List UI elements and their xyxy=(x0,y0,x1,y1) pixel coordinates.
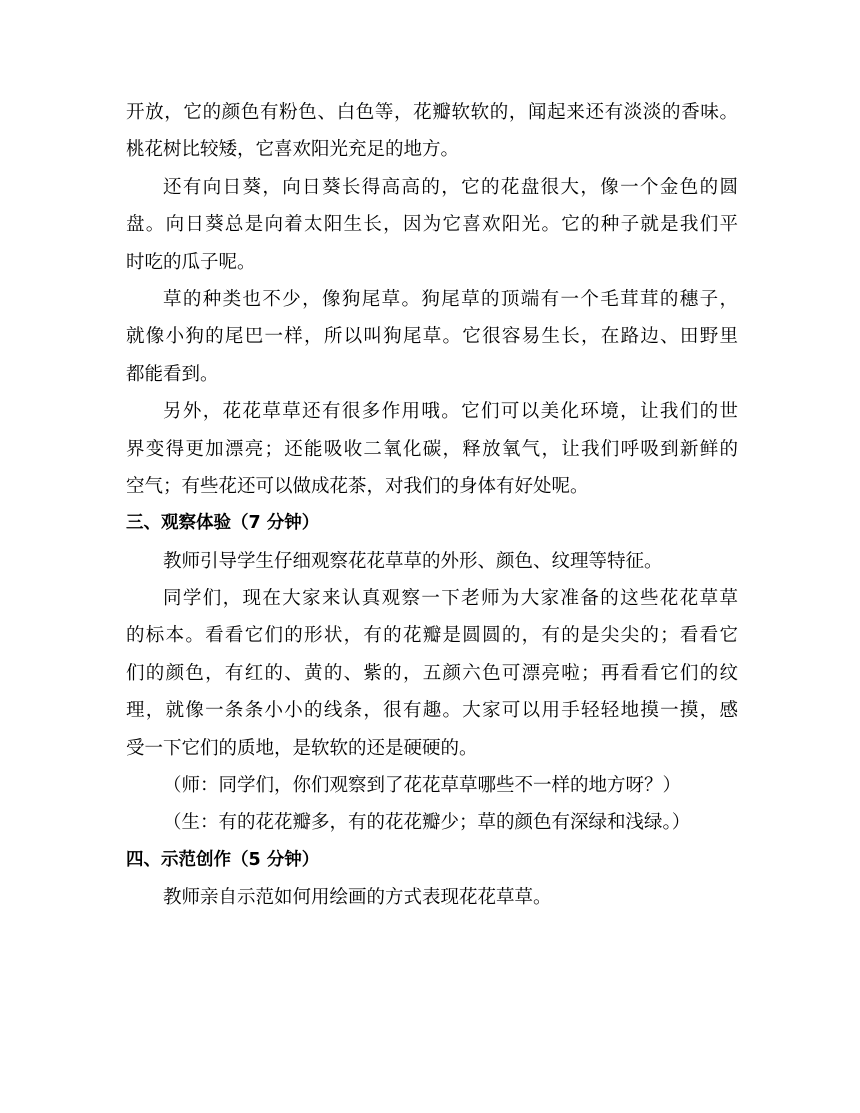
paragraph-demonstration: 教师亲自示范如何用绘画的方式表现花花草草。 xyxy=(163,887,552,909)
text-line: 同学们，现在大家来认真观察一下老师为大家准备的这些花花草草 xyxy=(163,588,738,610)
text-line: 都能看到。 xyxy=(126,363,219,385)
paragraph-observation-guide: 教师引导学生仔细观察花花草草的外形、颜色、纹理等特征。 xyxy=(163,550,663,572)
dialog-student: （生：有的花花瓣多，有的花花瓣少；草的颜色有深绿和浅绿。） xyxy=(163,812,691,834)
text-line: 时吃的瓜子呢。 xyxy=(126,251,256,273)
text-line: 盘。向日葵总是向着太阳生长，因为它喜欢阳光。它的种子就是我们平 xyxy=(126,214,738,236)
section-heading-observation: 三、观察体验（7 分钟） xyxy=(126,513,320,534)
document-page xyxy=(126,94,738,917)
text-line: 开放，它的颜色有粉色、白色等，花瓣软软的，闻起来还有淡淡的香味。 xyxy=(126,102,738,123)
text-line: 另外，花花草草还有很多作用哦。它们可以美化环境，让我们的世 xyxy=(163,401,738,423)
dialog-teacher: （师：同学们，你们观察到了花花草草哪些不一样的地方呀？） xyxy=(163,775,682,797)
text-line: 的标本。看看它们的形状，有的花瓣是圆圆的，有的是尖尖的；看看它 xyxy=(126,625,738,647)
text-line: 草的种类也不少，像狗尾草。狗尾草的顶端有一个毛茸茸的穗子， xyxy=(163,288,738,310)
text-line: 界变得更加漂亮；还能吸收二氧化碳，释放氧气，让我们呼吸到新鲜的 xyxy=(126,438,738,460)
paragraph-foxtail-grass xyxy=(126,281,738,393)
text-line: 们的颜色，有红的、黄的、紫的，五颜六色可漂亮啦；再看看它们的纹 xyxy=(126,662,738,684)
text-line: 空气；有些花还可以做成花茶，对我们的身体有好处呢。 xyxy=(126,475,589,497)
paragraph-plant-uses xyxy=(126,393,738,505)
paragraph-observation-detail xyxy=(126,580,738,767)
paragraph-peach-tree xyxy=(126,94,738,169)
section-heading-demonstration: 四、示范创作（5 分钟） xyxy=(126,849,320,870)
text-line: 就像小狗的尾巴一样，所以叫狗尾草。它很容易生长，在路边、田野里 xyxy=(126,326,738,348)
text-line: 受一下它们的质地，是软软的还是硬硬的。 xyxy=(126,737,478,759)
paragraph-sunflower xyxy=(126,169,738,281)
text-line: 还有向日葵，向日葵长得高高的，它的花盘很大，像一个金色的圆 xyxy=(163,176,738,198)
text-line: 桃花树比较矮，它喜欢阳光充足的地方。 xyxy=(126,139,460,161)
text-line: 理，就像一条条小小的线条，很有趣。大家可以用手轻轻地摸一摸，感 xyxy=(126,700,738,722)
